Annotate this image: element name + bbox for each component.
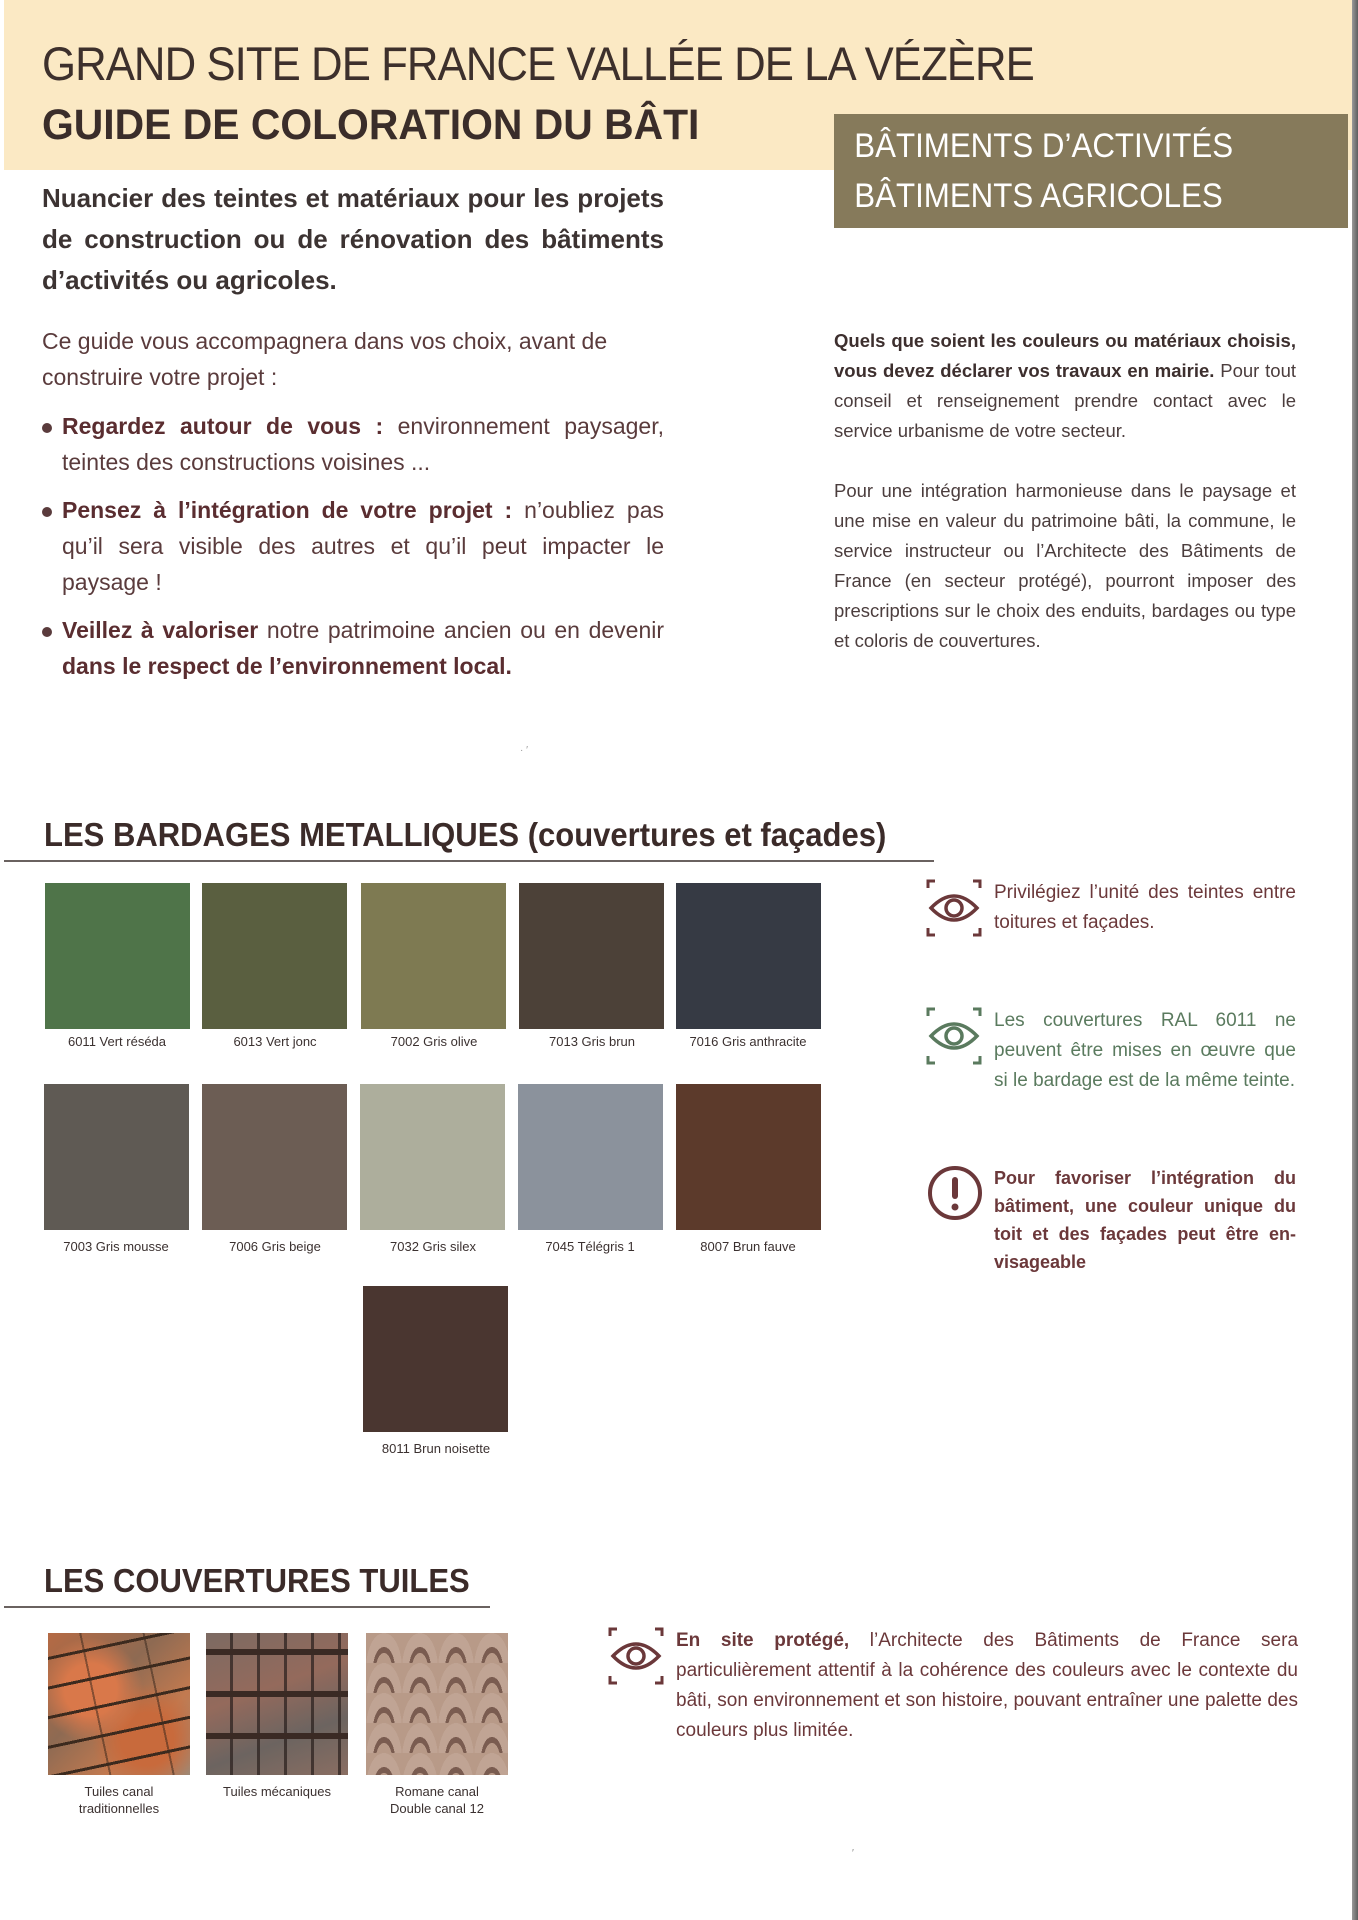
swatch-label: 7006 Gris beige — [229, 1239, 321, 1254]
note-text: Les couvertures RAL 6011 ne peuvent être mises en œuvre que si le bardage est de la même teinte. — [994, 1010, 1296, 1091]
color-swatch — [360, 1084, 505, 1230]
color-swatch — [44, 1084, 189, 1230]
swatch-label: 8011 Brun noisette — [381, 1441, 491, 1456]
note-text: Privilégiez l’unité des teintes entre toitures et façades. — [994, 882, 1296, 933]
tile-label-line: Tuiles mécaniques — [223, 1784, 331, 1799]
tile-label — [357, 1783, 517, 1817]
color-swatch — [518, 1084, 663, 1230]
section-title-bardages: LES BARDAGES METALLIQUES (couvertures et façades) — [44, 816, 887, 853]
tile-label-line: Tuiles canal — [84, 1784, 154, 1799]
tile-photo-mecaniques — [206, 1633, 348, 1775]
eye-icon — [926, 878, 982, 948]
advice-bold: Regardez autour de vous : — [62, 413, 384, 439]
integration-paragraph: Pour une intégration harmonieuse dans le paysage et une mise en valeur du patrimoine bâti, la commune, le service instructeur ou l’Architecte des Bâtiments de France (en secteur protégé), pourront imposer des prescriptions sur le choix des enduits, bardages ou type et coloris de couvertures. — [834, 480, 1296, 651]
color-swatch — [45, 883, 190, 1029]
alert-icon — [926, 1164, 984, 1230]
category-line-1: BÂTIMENTS D’ACTIVITÉS — [854, 127, 1234, 165]
category-box — [834, 114, 1348, 228]
advice-text: environnement paysager, teintes des constructions voisines ... — [62, 413, 665, 475]
color-swatch — [676, 1084, 821, 1230]
section-divider — [4, 860, 934, 862]
color-swatch — [361, 883, 506, 1029]
declaration-paragraph — [834, 326, 1296, 446]
lead-paragraph: Nuancier des teintes et matériaux pour les projets de construction ou de rénovation des bâtiments d’activités ou agricoles. — [42, 183, 664, 295]
category-line-2: BÂTIMENTS AGRICOLES — [854, 177, 1223, 215]
note-text: Pour favoriser l’intégration du bâtiment, une couleur unique du toit et des façades peut être en-visageable — [994, 1168, 1296, 1272]
site-title: GRAND SITE DE FRANCE VALLÉE DE LA VÉZÈRE — [42, 37, 1034, 90]
tile-label-line: traditionnelles — [78, 1801, 160, 1816]
advice-item — [42, 612, 664, 684]
bullet-icon — [42, 507, 52, 517]
advice-bold: Veillez à valoriser — [62, 617, 259, 643]
swatch-label: 7003 Gris mousse — [63, 1239, 169, 1254]
swatch-label: 8007 Brun fauve — [700, 1239, 796, 1254]
advice-bold: Pensez à l’intégration de votre projet : — [62, 497, 513, 523]
swatch-label: 7032 Gris silex — [390, 1239, 476, 1254]
tile-photo-canal-traditionnelles — [48, 1633, 190, 1775]
swatch-label: 7002 Gris olive — [390, 1034, 478, 1049]
scan-speck: · ′ — [520, 745, 528, 756]
color-swatch — [676, 883, 821, 1029]
declaration-text: Pour tout conseil et renseignement prendre contact avec le service urbanisme de votre secteur. — [834, 360, 1297, 441]
intro-text: Ce guide vous accompagnera dans vos choix, avant de construire votre projet : — [42, 328, 608, 390]
page-edge — [1352, 0, 1358, 1920]
scan-mark: ′ — [852, 1848, 854, 1859]
note-ral-6011 — [926, 1006, 1296, 1130]
advice-item — [42, 492, 664, 600]
swatch-label: 6013 Vert jonc — [233, 1034, 317, 1049]
bullet-icon — [42, 423, 52, 433]
swatch-label: 7016 Gris anthracite — [689, 1034, 807, 1049]
declaration-bold: Quels que soient les couleurs ou matériaux choisis, vous devez déclarer vos travaux en mairie. — [834, 330, 1296, 381]
guide-title: GUIDE DE COLORATION DU BÂTI — [42, 101, 700, 149]
tile-label-line: Double canal 12 — [390, 1801, 484, 1816]
note-body: l’Architecte des Bâtiments de France sera particulièrement attentif à la cohérence des couleurs avec le contexte du bâti, son environnement et son histoire, pouvant entraîner une palette des couleurs plus limitée. — [676, 1630, 1299, 1741]
color-swatch — [519, 883, 664, 1029]
swatch-label: 7013 Gris brun — [549, 1034, 635, 1049]
regulation-info — [834, 326, 1296, 686]
color-swatch — [202, 1084, 347, 1230]
color-swatch — [363, 1286, 508, 1432]
tile-label-line: Romane canal — [395, 1784, 479, 1799]
section-divider — [4, 1606, 490, 1608]
advice-list — [42, 408, 664, 696]
tile-label — [39, 1783, 199, 1817]
note-single-color — [926, 1164, 1296, 1282]
note-protected-site — [608, 1626, 1298, 1750]
swatch-label: 6011 Vert réséda — [67, 1034, 167, 1049]
color-swatch — [202, 883, 347, 1029]
advice-bold: dans le respect de l’environnement local. — [62, 653, 512, 679]
section-title-tuiles: LES COUVERTURES TUILES — [44, 1562, 470, 1599]
note-unity — [926, 878, 1296, 942]
advice-text: notre patrimoine ancien ou en devenir — [258, 617, 664, 643]
note-text — [676, 1626, 1298, 1746]
note-bold: En site protégé, — [676, 1630, 850, 1651]
advice-item — [42, 408, 664, 480]
eye-icon — [608, 1626, 664, 1696]
advice-text: n’oubliez pas qu’il sera visible des autres et qu’il peut impacter le paysage ! — [62, 497, 664, 595]
swatch-label: 7045 Télégris 1 — [545, 1239, 635, 1254]
tile-label — [197, 1783, 357, 1800]
tile-photo-romane-canal — [366, 1633, 508, 1775]
bullet-icon — [42, 627, 52, 637]
eye-icon — [926, 1006, 982, 1076]
